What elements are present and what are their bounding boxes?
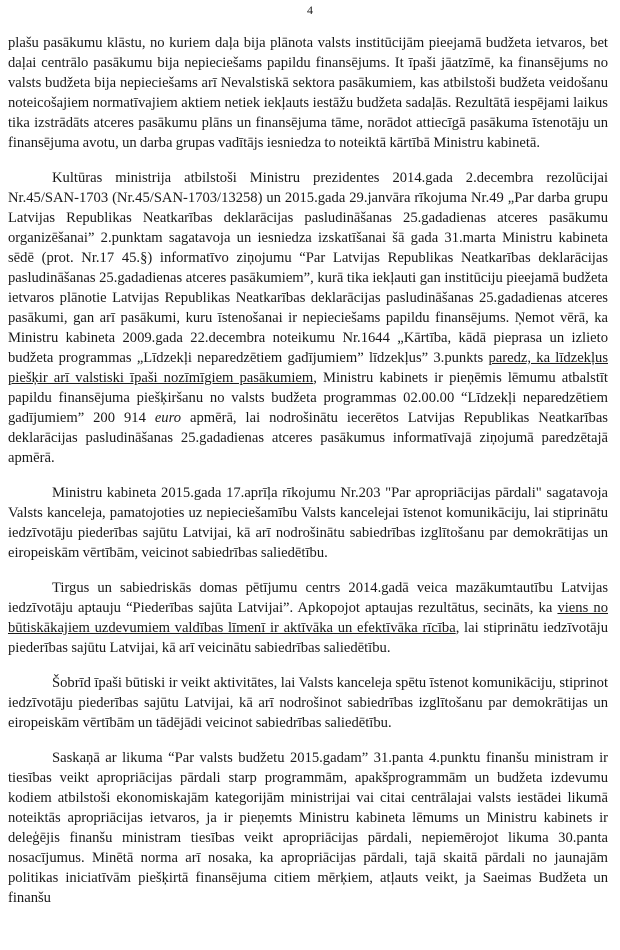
paragraph-survey [0, 578, 620, 658]
document-body [0, 33, 620, 923]
paragraph-budget-law [0, 748, 620, 908]
italic-text: euro [154, 410, 182, 426]
paragraph-current-activities [0, 673, 620, 733]
paragraph-continued [0, 33, 620, 153]
paragraph-culture-ministry [0, 168, 620, 468]
paragraph-cabinet-order [0, 483, 620, 563]
text-segment: Šobrīd īpaši būtiski ir veikt aktivitātes, lai Valsts kanceleja spētu īstenot komunikāciju, stiprinot iedzīvotāju piederības sajūtu Latvijai, kā arī nodrošinot sabiedrības izglītošanu par demokrātijas un eiropeiskām vērtībām un tādējādi veicinot sabiedrības saliedētību. [8, 675, 608, 731]
text-segment: plašu pasākumu klāstu, no kuriem daļa bija plānota valsts institūcijām pieejamā budžeta ietvaros, bet daļai centrālo pasākumu bija nepieciešams papildu finansējums. It īpaši jāatzīmē, ka finansējums no valsts budžeta bija nepieciešams arī Nevalstiskā sektora pasākumiem, kas atbilstoši budžeta veidošanu noteicošajiem normatīvajiem aktiem netiek iekļauts iestāžu budžeta sadaļās. Rezultātā iespējami laikus tika izstrādāts atceres pasākumu plāns un finansējuma tāme, norādot attiecīgā pasākuma īstenotāju un finansējuma avotu, un darba grupas vadītājs iesniedza to noteiktā kārtībā Ministru kabinetā. [8, 35, 608, 151]
underlined-text: paredz, ka līdzekļus piešķir arī valstiski īpaši nozīmīgiem pasākumiem [8, 350, 608, 386]
text-segment: apmērā, lai nodrošinātu iecerētos Latvijas Republikas Neatkarības deklarācijas pasludināšanas 25.gadadienas atceres pasākumus informatīvajā ziņojumā paredzētajā apmērā. [8, 410, 608, 466]
text-segment: Kultūras ministrija atbilstoši Ministru prezidentes 2014.gada 2.decembra rezolūcijai Nr.45/SAN-1703 (Nr.45/SAN-1703/13258) un 2015.gada 29.janvāra rīkojuma Nr.49 „Par darba grupu Latvijas Republikas Neatkarības deklarācijas pasludināšanas 25.gadadienas atceres pasākumu organizēšanai” 2.punktam sagatavoja un iesniedza izskatīšanai šā gada 31.marta Ministru kabineta sēdē (prot. Nr.17 45.§) informatīvo ziņojumu “Par Latvijas Republikas Neatkarības deklarācijas pasludināšanas 25.gadadienas atceres pasākumiem”, kurā tika iekļauti gan institūciju pieejamā budžeta ietvaros plānotie Latvijas Republikas Neatkarības deklarācijas pasludināšanas 25.gadadienas atceres pasākumi, gan arī pasākumi, kuru īstenošanai ir nepieciešams papildu finansējums. Ņemot vērā, ka Ministru kabineta 2009.gada 22.decembra noteikumu Nr.1644 „Kārtība, kādā pieprasa un izlieto budžeta programmas „Līdzekļi neparedzētiem gadījumiem” līdzekļus” 3.punkts [8, 170, 608, 366]
text-segment: , Ministru kabinets ir pieņēmis lēmumu atbalstīt papildu finansējuma piešķiršanu no valsts budžeta programmas 02.00.00 “Līdzekļi neparedzētiem gadījumiem” 200 914 [8, 370, 608, 426]
underlined-text: viens no būtiskākajiem uzdevumiem valdības līmenī ir aktīvāka un efektīvāka rīcība [8, 600, 608, 636]
text-segment: , lai stiprinātu iedzīvotāju piederības sajūtu Latvijai, kā arī veicinātu sabiedrības saliedētību. [8, 620, 608, 656]
text-segment: Ministru kabineta 2015.gada 17.aprīļa rīkojumu Nr.203 "Par apropriācijas pārdali" sagatavoja Valsts kanceleja, pamatojoties uz nepieciešamību Valsts kancelejai īstenot komunikāciju, lai stiprinātu iedzīvotāju piederības sajūtu Latvijai, kā arī nodrošinātu sabiedrības izglītošanu par demokrātijas un eiropeiskām vērtībām, veicinot sabiedrības saliedētību. [8, 485, 608, 561]
text-segment: Saskaņā ar likuma “Par valsts budžetu 2015.gadam” 31.panta 4.punktu finanšu ministram ir tiesības veikt apropriācijas pārdali starp programmām, apakšprogrammām un budžeta izdevumu kodiem atbilstoši ekonomiskajām kategorijām ministrijai vai citai centrālajai valsts iestādei likumā noteiktās apropriācijas ietvaros, ja ir pieņemts Ministru kabineta lēmums un Ministru kabinets ir deleģējis finanšu ministram tiesības veikt apropriācijas pārdali, nepiemērojot likuma 30.panta nosacījumus. Minētā norma arī nosaka, ka apropriācijas pārdali, tajā skaitā pārdali no jaunajām politikas iniciatīvām piešķirtā finansējuma citiem mērķiem, atļauts veikt, ja Saeimas Budžeta un finanšu [8, 750, 608, 906]
text-segment: Tirgus un sabiedriskās domas pētījumu centrs 2014.gadā veica mazākumtautību Latvijas iedzīvotāju aptauju “Piederības sajūta Latvijai”. Apkopojot aptaujas rezultātus, secināts, ka [8, 580, 608, 616]
page-number: 4 [307, 3, 313, 17]
